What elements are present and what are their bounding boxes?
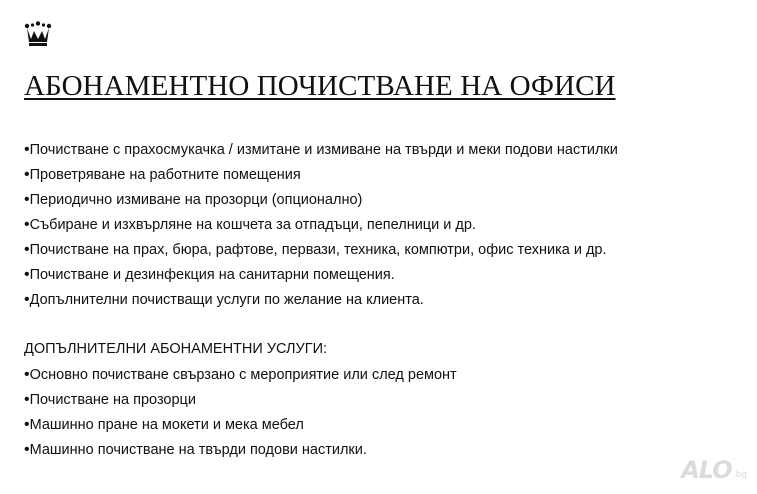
watermark	[681, 454, 747, 484]
list-item: • Почистване и дезинфекция на санитарни помещения.	[24, 262, 618, 287]
extras-list	[24, 362, 457, 462]
crown-icon	[24, 20, 52, 48]
list-item: • Почистване на прах, бюра, рафтове, первази, техника, компютри, офис техника и др.	[24, 237, 618, 262]
list-item: • Основно почистване свързано с мероприятие или след ремонт	[24, 362, 457, 387]
list-item: • Допълнителни почистващи услуги по желание на клиента.	[24, 287, 618, 312]
list-item: • Машинно пране на мокети и мека мебел	[24, 412, 457, 437]
page-title: АБОНАМЕНТНО ПОЧИСТВАНЕ НА ОФИСИ	[24, 70, 616, 102]
list-item: • Събиране и изхвърляне на кошчета за отпадъци, пепелници и др.	[24, 212, 618, 237]
list-item: • Проветряване на работните помещения	[24, 162, 618, 187]
list-item: • Почистване с прахосмукачка / измитане и измиване на твърди и меки подови настилки	[24, 137, 618, 162]
services-list	[24, 137, 618, 312]
watermark-main: ALO	[681, 456, 732, 484]
extras-heading: ДОПЪЛНИТЕЛНИ АБОНАМЕНТНИ УСЛУГИ:	[24, 341, 328, 357]
watermark-sub: .bg	[732, 470, 747, 480]
list-item: • Машинно почистване на твърди подови настилки.	[24, 437, 457, 462]
list-item: • Почистване на прозорци	[24, 387, 457, 412]
list-item: • Периодично измиване на прозорци (опционално)	[24, 187, 618, 212]
